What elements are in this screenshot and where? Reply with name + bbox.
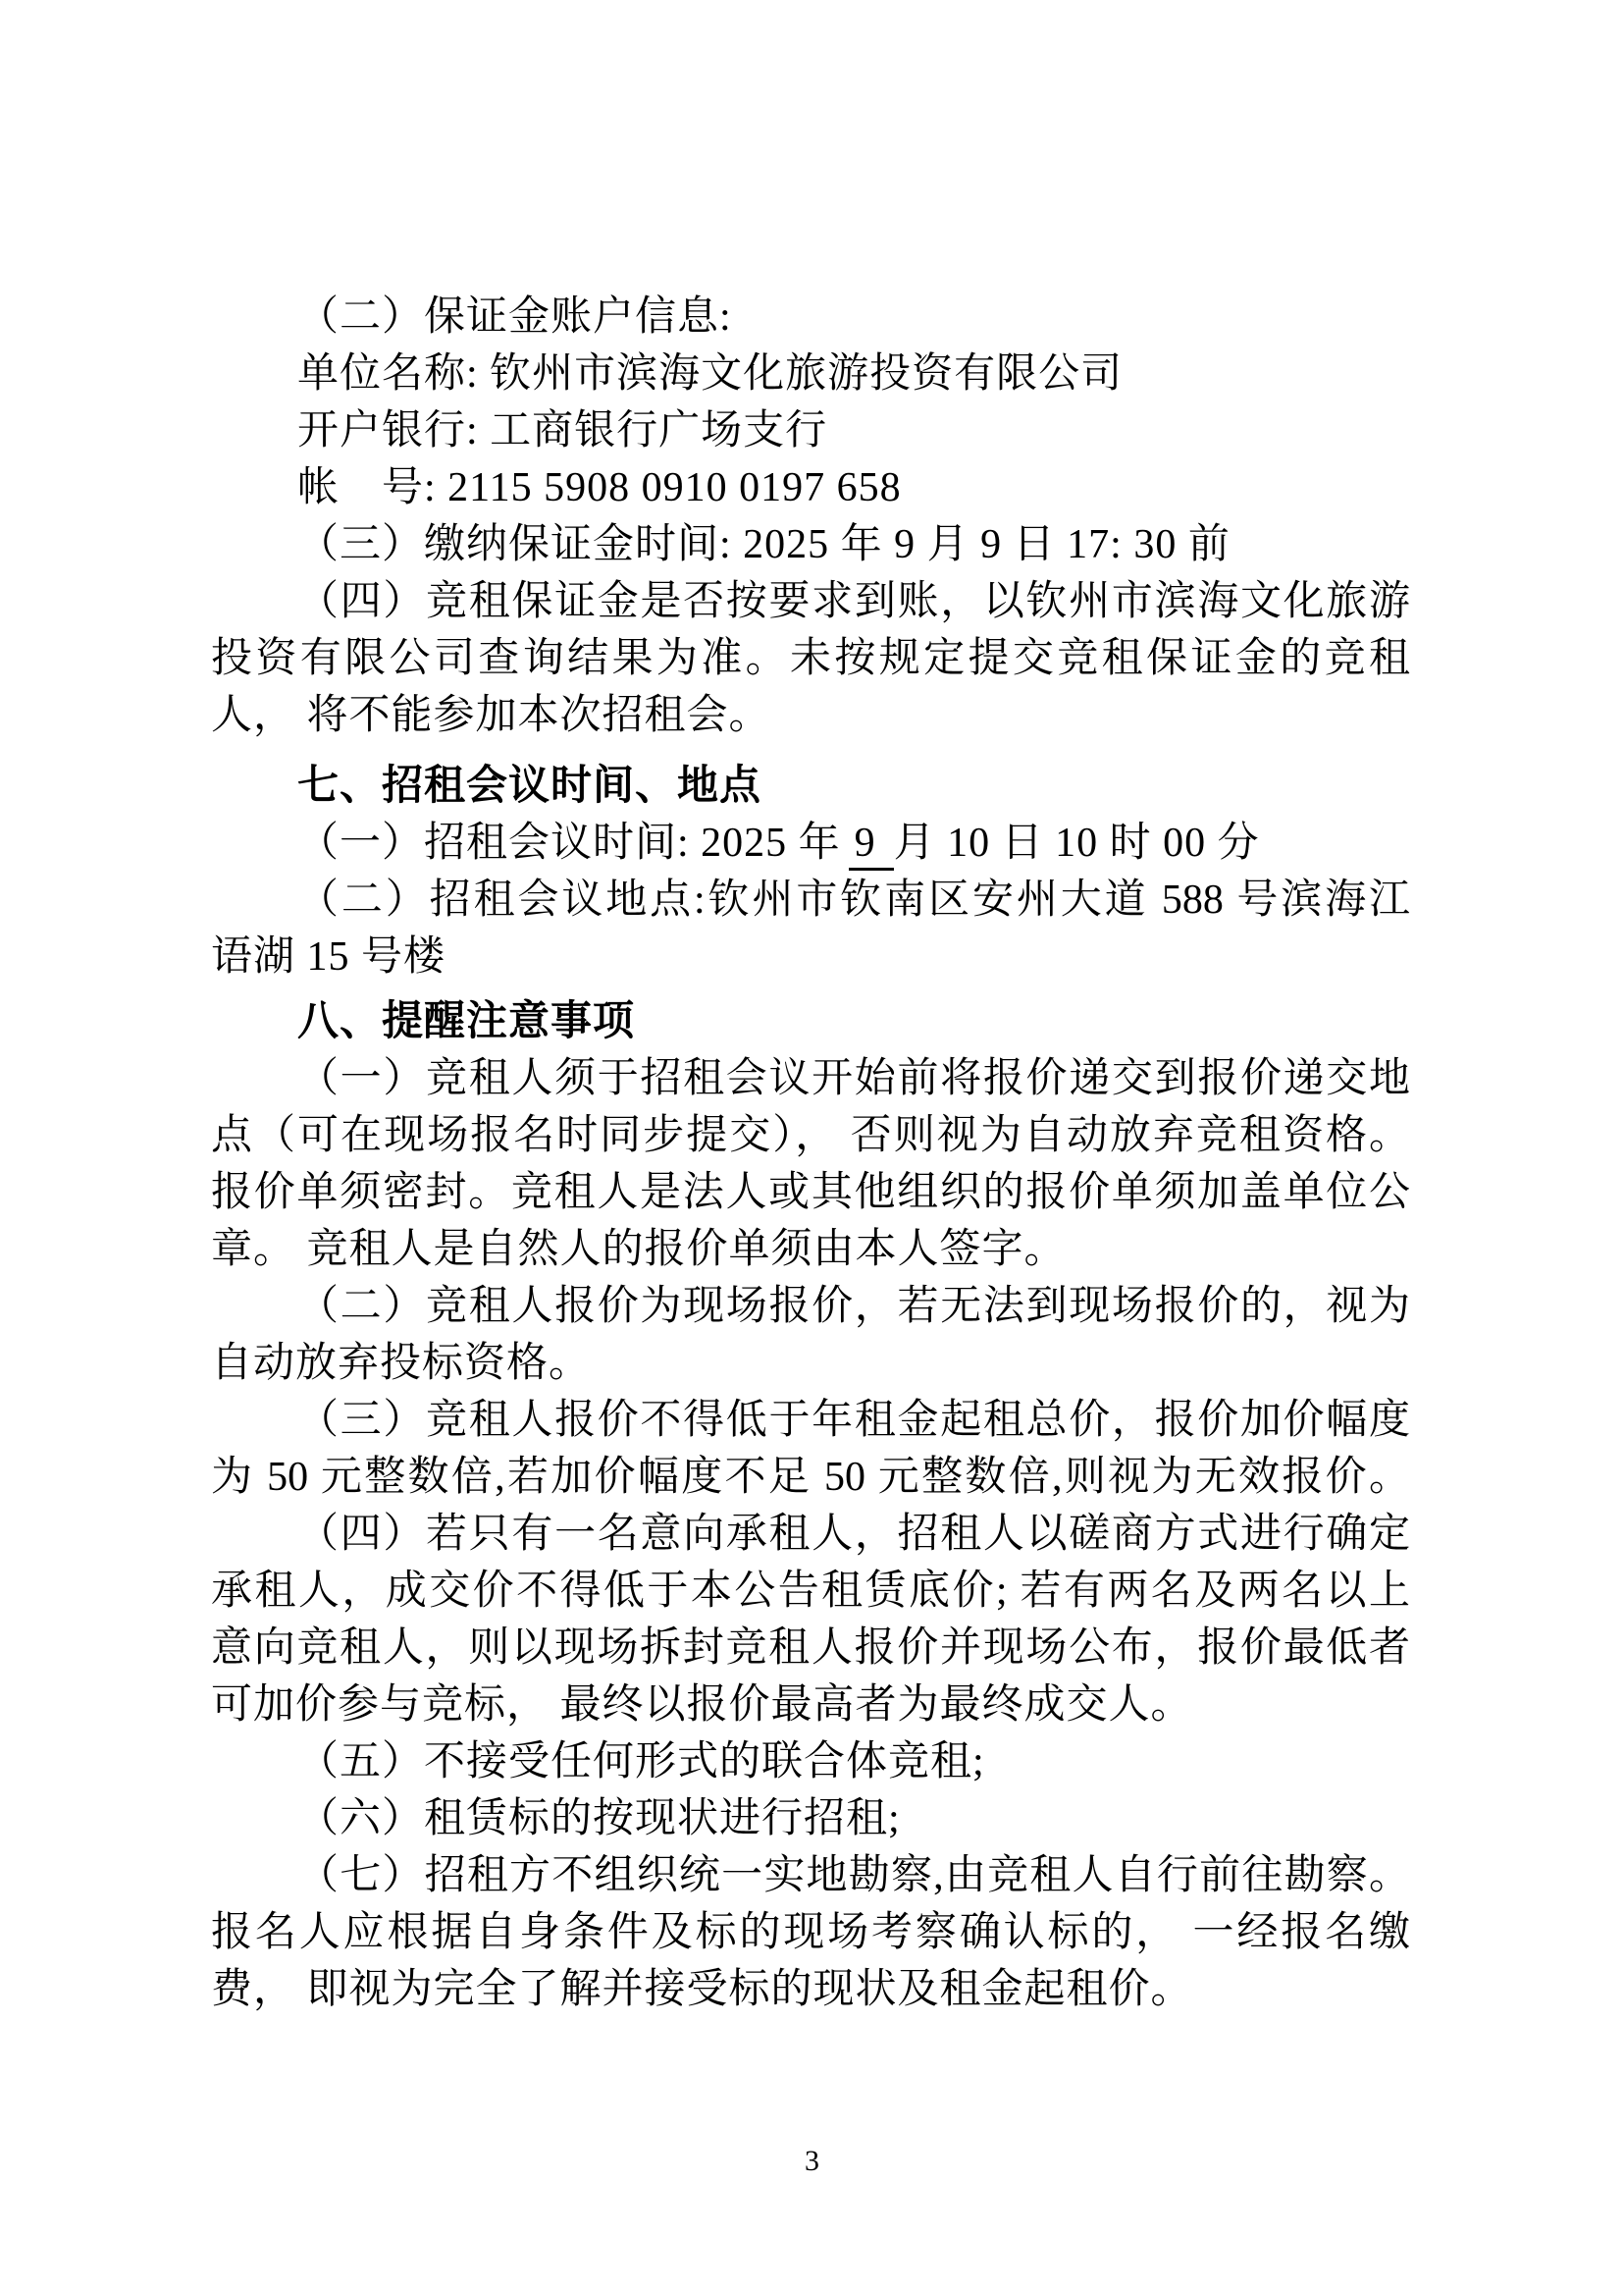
doc-line: （二）竞租人报价为现场报价，若无法到现场报价的，视为 xyxy=(297,1284,1410,1329)
section-heading-seven: 七、招租会议时间、地点 xyxy=(297,764,762,809)
doc-line: 人， 将不能参加本次招租会。 xyxy=(211,693,771,738)
doc-line-meeting-time xyxy=(211,815,1410,872)
doc-line: 费， 即视为完全了解并接受标的现状及租金起租价。 xyxy=(211,1967,1193,2012)
doc-line: （四）若只有一名意向承租人，招租人以磋商方式进行确定 xyxy=(297,1512,1410,1557)
doc-line: 点（可在现场报名时同步提交）， 否则视为自动放弃竞租资格。 xyxy=(211,1113,1410,1158)
doc-line: （六）租赁标的按现状进行招租; xyxy=(297,1796,901,1841)
doc-line-meeting-place: （二）招租会议地点:钦州市钦南区安州大道 588 号滨海江 xyxy=(297,878,1410,923)
doc-line: 可加价参与竞标， 最终以报价最高者为最终成交人。 xyxy=(211,1682,1193,1728)
doc-line: （五）不接受任何形式的联合体竞租; xyxy=(297,1739,985,1784)
doc-line: （七）招租方不组织统一实地勘察,由竞租人自行前往勘察。 xyxy=(297,1853,1410,1898)
doc-line: （四）竞租保证金是否按要求到账，以钦州市滨海文化旅游 xyxy=(297,579,1410,624)
doc-line: 自动放弃投标资格。 xyxy=(211,1341,592,1386)
doc-line: 承租人，成交价不得低于本公告租赁底价; 若有两名及两名以上 xyxy=(211,1569,1410,1614)
doc-line-account-number: 帐 号: 2115 5908 0910 0197 658 xyxy=(297,465,902,510)
doc-line-unit-name: 单位名称: 钦州市滨海文化旅游投资有限公司 xyxy=(297,351,1124,397)
meeting-time-pre: （一）招租会议时间: 2025 年 xyxy=(297,821,841,866)
doc-line-deposit-deadline: （三）缴纳保证金时间: 2025 年 9 月 9 日 17: 30 前 xyxy=(297,522,1231,567)
doc-line: 意向竞租人，则以现场拆封竞租人报价并现场公布，报价最低者 xyxy=(211,1625,1410,1671)
doc-line: 报名人应根据自身条件及标的现场考察确认标的， 一经报名缴 xyxy=(211,1910,1410,1955)
doc-line-bank-name: 开户银行: 工商银行广场支行 xyxy=(297,408,828,453)
doc-line: 报价单须密封。竞租人是法人或其他组织的报价单须加盖单位公 xyxy=(211,1170,1410,1215)
meeting-time-post: 月 10 日 10 时 00 分 xyxy=(893,821,1260,866)
doc-line: （三）竞租人报价不得低于年租金起租总价，报价加价幅度 xyxy=(297,1398,1410,1443)
doc-line: 为 50 元整数倍,若加价幅度不足 50 元整数倍,则视为无效报价。 xyxy=(211,1455,1410,1500)
section-heading-eight: 八、提醒注意事项 xyxy=(297,999,636,1044)
meeting-month-underlined: 9 xyxy=(849,821,894,871)
document-body xyxy=(211,289,1410,2018)
doc-line: 投资有限公司查询结果为准。未按规定提交竞租保证金的竞租 xyxy=(211,636,1410,681)
doc-line: （一）竞租人须于招租会议开始前将报价递交到报价递交地 xyxy=(297,1056,1410,1101)
page-number: 3 xyxy=(805,2145,819,2177)
doc-line-deposit-account-title: （二）保证金账户信息: xyxy=(297,294,732,340)
doc-line: 语湖 15 号楼 xyxy=(211,934,446,980)
doc-line: 章。 竞租人是自然人的报价单须由本人签字。 xyxy=(211,1227,1067,1272)
